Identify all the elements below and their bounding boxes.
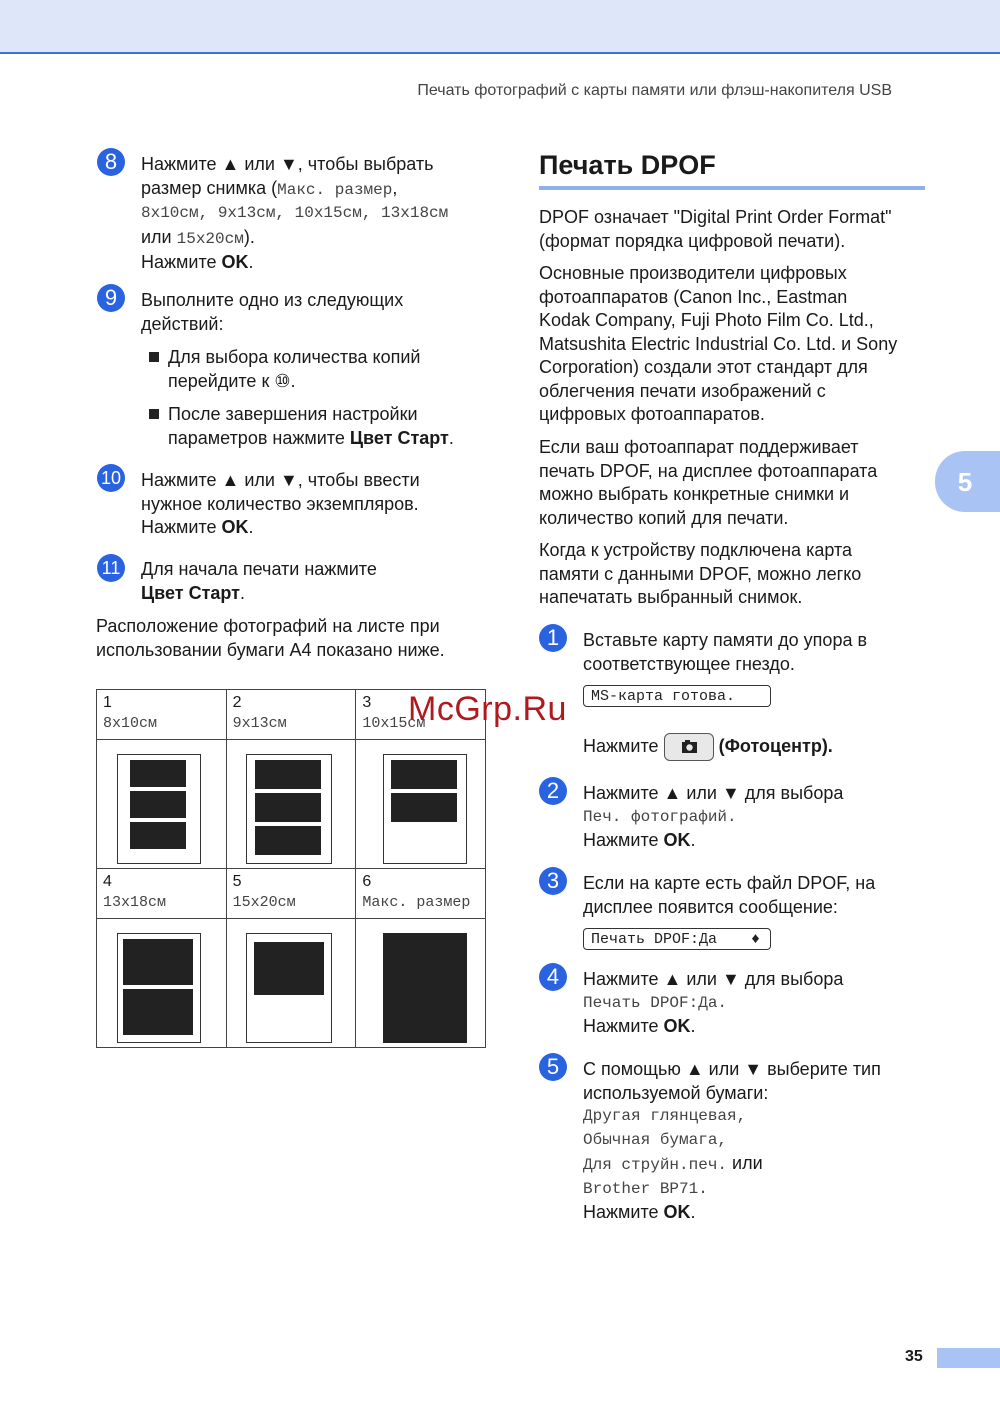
layout-intro: Расположение фотографий на листе при использовании бумаги А4 показано ниже. xyxy=(96,616,445,660)
dpof-manufacturers: Основные производители цифровых фотоаппаратов (Canon Inc., Eastman Kodak Company, Fuji Photo Film Co. Ltd., Matsushita Electric Industrial Co. Ltd. и Sony Corporation) создали этот стандарт для облегчения печати изображений с цифровых фотоаппаратов. xyxy=(539,263,898,424)
photo-block xyxy=(255,760,321,789)
step-number-4: 4 xyxy=(539,963,567,991)
dpof-intro: DPOF означает "Digital Print Order Format" (формат порядка цифровой печати). xyxy=(539,207,892,251)
bullet-icon xyxy=(149,409,159,419)
paper-sheet xyxy=(246,754,332,864)
page-number-bar xyxy=(937,1348,1000,1368)
chapter-tab xyxy=(935,451,1000,512)
paper-sheet xyxy=(383,933,465,1041)
bullet-icon xyxy=(149,352,159,362)
layout-header-1: 1 8x10см xyxy=(97,690,227,740)
dpof-camera-support: Если ваш фотоаппарат поддерживает печать DPOF, на дисплее фотоаппарата можно выбрать конкретные снимки и количество копий для печати. xyxy=(539,437,878,528)
layout-diagram-10x15 xyxy=(356,740,486,869)
step-number-11: 11 xyxy=(97,554,125,582)
step-number-8: 8 xyxy=(97,148,125,176)
step-number-5: 5 xyxy=(539,1053,567,1081)
title-underline xyxy=(539,186,925,190)
step-5-text: С помощью ▲ или ▼ выберите тип используемой бумаги: Другая глянцевая, Обычная бумага, Для струйн.печ. или Brother BP71. Нажмите OK. xyxy=(583,1059,881,1222)
step-9-option-1: Для выбора количества копий перейдите к ⑩. xyxy=(168,347,421,391)
layout-diagram-13x18 xyxy=(97,919,227,1048)
photo-block xyxy=(123,939,193,985)
paper-sheet xyxy=(246,933,332,1043)
step-9-text: Выполните одно из следующих действий: xyxy=(141,290,404,334)
step-9-option-2: После завершения настройки параметров нажмите Цвет Старт. xyxy=(168,404,454,448)
layout-header-5: 5 15x20см xyxy=(226,869,356,919)
photo-block xyxy=(254,942,324,995)
step-2-text: Нажмите ▲ или ▼ для выбора Печ. фотографий. Нажмите OK. xyxy=(583,783,844,850)
lcd-message-dpof: Печать DPOF:Да ♦ xyxy=(583,928,771,950)
photo-block xyxy=(255,826,321,855)
step-4-text: Нажмите ▲ или ▼ для выбора Печать DPOF:Да. Нажмите OK. xyxy=(583,969,844,1036)
paper-sheet xyxy=(383,754,467,864)
photo-block xyxy=(383,933,467,1043)
camera-glyph xyxy=(665,734,713,760)
layout-diagram-max xyxy=(356,919,486,1048)
step-1-press: Нажмите (Фотоцентр). xyxy=(583,733,923,761)
layout-header-2: 2 9x13см xyxy=(226,690,356,740)
step-8-text: Нажмите ▲ или ▼, чтобы выбрать размер снимка (Макс. размер, 8x10см, 9x13см, 10x15см, 13x18см или 15x20см). Нажмите OK. xyxy=(141,154,449,272)
photo-block xyxy=(130,791,186,818)
layout-diagram-8x10 xyxy=(97,740,227,869)
layout-table xyxy=(96,689,486,1048)
paper-sheet xyxy=(117,933,201,1043)
watermark-logo: McGrp.Ru xyxy=(408,690,567,728)
photo-block xyxy=(130,760,186,787)
step-11-text: Для начала печати нажмите Цвет Старт. xyxy=(141,559,377,603)
photo-block xyxy=(130,822,186,849)
photo-block xyxy=(123,989,193,1035)
running-header: Печать фотографий с карты памяти или флэш-накопителя USB xyxy=(417,82,892,99)
step-number-1: 1 xyxy=(539,624,567,652)
step-number-3: 3 xyxy=(539,867,567,895)
dpof-card-info: Когда к устройству подключена карта памяти с данными DPOF, можно легко напечатать выбранный снимок. xyxy=(539,540,862,607)
step-number-9: 9 xyxy=(97,284,125,312)
layout-header-3: 3 10x15см xyxy=(356,690,486,740)
layout-header-6: 6 Макс. размер xyxy=(356,869,486,919)
step-3-text: Если на карте есть файл DPOF, на дисплее появится сообщение: xyxy=(583,873,876,917)
step-number-10: 10 xyxy=(97,464,125,492)
photo-block xyxy=(391,760,457,789)
photo-block xyxy=(391,793,457,822)
step-number-2: 2 xyxy=(539,777,567,805)
page-number: 35 xyxy=(905,1348,923,1365)
layout-header-4: 4 13x18см xyxy=(97,869,227,919)
layout-diagram-15x20 xyxy=(226,919,356,1048)
chapter-number: 5 xyxy=(957,467,973,497)
lcd-message-card-ready: MS-карта готова. xyxy=(583,685,771,707)
step-1-text: Вставьте карту памяти до упора в соответствующее гнездо. xyxy=(583,630,868,674)
step-10-text: Нажмите ▲ или ▼, чтобы ввести нужное количество экземпляров. Нажмите OK. xyxy=(141,470,420,537)
top-band xyxy=(0,0,1000,54)
section-title: Печать DPOF xyxy=(539,150,716,180)
paper-sheet xyxy=(117,754,201,864)
photo-block xyxy=(255,793,321,822)
updown-arrow-icon: ♦ xyxy=(750,931,760,948)
camera-icon[interactable] xyxy=(664,733,714,761)
layout-diagram-9x13 xyxy=(226,740,356,869)
